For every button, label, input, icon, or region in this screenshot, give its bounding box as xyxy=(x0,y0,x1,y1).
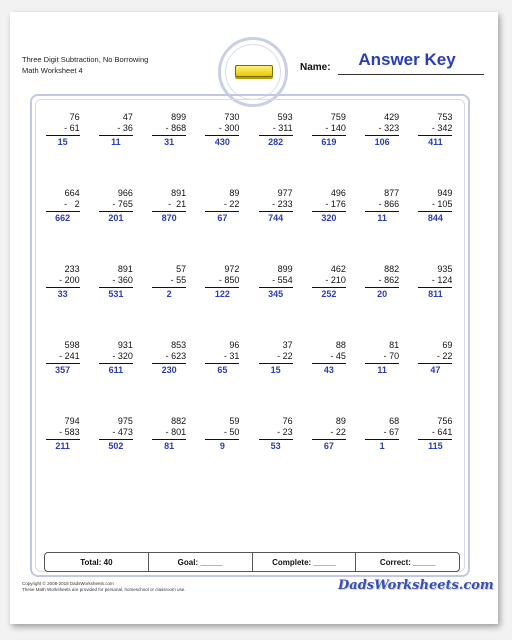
minuend: 69 xyxy=(442,340,453,350)
problem-body xyxy=(418,264,452,340)
answer-rule xyxy=(152,439,186,440)
problem-body xyxy=(365,264,399,340)
subtrahend: - 866 xyxy=(378,199,400,209)
subtrahend: - 473 xyxy=(112,427,133,437)
problem xyxy=(36,416,89,492)
problem xyxy=(143,112,196,188)
subtrahend: - 641 xyxy=(431,427,453,437)
minuend: 759 xyxy=(330,112,346,122)
minuend: 977 xyxy=(277,188,293,198)
answer: 357 xyxy=(55,365,71,375)
minuend: 593 xyxy=(277,112,293,122)
minuend: 730 xyxy=(224,112,240,122)
subtrahend: - 300 xyxy=(218,123,240,133)
subtrahend: - 342 xyxy=(431,123,453,133)
problem-body xyxy=(418,188,452,264)
correct-cell: Correct: _____ xyxy=(379,557,436,567)
problem-body xyxy=(205,340,239,416)
minuend: 59 xyxy=(229,416,240,426)
subtrahend: - 623 xyxy=(165,351,187,361)
minuend: 935 xyxy=(437,264,453,274)
problem-body xyxy=(46,416,80,492)
minuend: 899 xyxy=(171,112,187,122)
subtrahend: - 554 xyxy=(272,275,293,285)
minuend: 598 xyxy=(64,340,80,350)
answer: 252 xyxy=(321,289,337,299)
problem-body xyxy=(152,188,186,264)
problem-body xyxy=(46,112,80,188)
answer: 33 xyxy=(57,289,68,299)
answer-rule xyxy=(259,211,293,212)
problem-body xyxy=(152,264,186,340)
problem xyxy=(249,416,302,492)
answer: 619 xyxy=(321,137,337,147)
minuend: 496 xyxy=(330,188,346,198)
answer-rule xyxy=(46,439,80,440)
total-cell: Total: 40 xyxy=(45,553,149,571)
problem-body xyxy=(259,264,293,340)
problem-body xyxy=(205,112,239,188)
minuend: 76 xyxy=(282,416,293,426)
subtrahend: - 124 xyxy=(431,275,453,285)
answer-rule xyxy=(418,211,452,212)
problem xyxy=(302,264,355,340)
minuend: 891 xyxy=(171,188,187,198)
answer-rule xyxy=(205,363,239,364)
answer: 744 xyxy=(268,213,284,223)
answer-rule xyxy=(259,135,293,136)
answer: 662 xyxy=(55,213,71,223)
answer-rule xyxy=(259,439,293,440)
name-line xyxy=(338,74,484,75)
minuend: 47 xyxy=(122,112,133,122)
answer-rule xyxy=(99,135,133,136)
answer-rule xyxy=(205,439,239,440)
problem-body xyxy=(259,416,293,492)
answer: 11 xyxy=(377,213,387,223)
answer-rule xyxy=(365,363,399,364)
problem-body xyxy=(152,416,186,492)
problem xyxy=(249,264,302,340)
subtrahend: - 22 xyxy=(330,427,346,437)
problem-body xyxy=(312,112,346,188)
problem-body xyxy=(365,416,399,492)
answer-rule xyxy=(99,363,133,364)
problem-body xyxy=(312,416,346,492)
answer-rule xyxy=(205,287,239,288)
problem-body xyxy=(312,340,346,416)
minuend: 891 xyxy=(117,264,133,274)
problem-body xyxy=(365,340,399,416)
minuend: 664 xyxy=(64,188,80,198)
minuend: 89 xyxy=(335,416,346,426)
answer: 611 xyxy=(108,365,124,375)
minuend: 853 xyxy=(171,340,187,350)
minuend: 975 xyxy=(117,416,133,426)
minuend: 68 xyxy=(389,416,400,426)
answer-rule xyxy=(205,211,239,212)
subtrahend: - 862 xyxy=(378,275,400,285)
problem xyxy=(356,112,409,188)
problem xyxy=(302,340,355,416)
subtrahend: - 50 xyxy=(223,427,240,437)
problem-body xyxy=(152,340,186,416)
answer-rule xyxy=(99,287,133,288)
answer-rule xyxy=(365,135,399,136)
answer: 53 xyxy=(270,441,281,451)
answer: 11 xyxy=(111,137,121,147)
answer-rule xyxy=(46,363,80,364)
problem-body xyxy=(259,188,293,264)
answer: 502 xyxy=(108,441,124,451)
answer-rule xyxy=(365,211,399,212)
answer-rule xyxy=(418,439,452,440)
answer: 31 xyxy=(164,137,175,147)
subtrahend: - 801 xyxy=(165,427,187,437)
minuend: 88 xyxy=(335,340,346,350)
problem-body xyxy=(365,188,399,264)
subtrahend: - 22 xyxy=(277,351,293,361)
problem-body xyxy=(312,264,346,340)
problem xyxy=(196,340,249,416)
answer: 122 xyxy=(214,289,230,299)
subtrahend: - 233 xyxy=(272,199,293,209)
answer-rule xyxy=(152,135,186,136)
answer: 20 xyxy=(377,289,388,299)
brand-logo: DadsWorksheets.com xyxy=(338,578,494,593)
problem xyxy=(89,112,142,188)
answer: 1 xyxy=(379,441,385,451)
problem xyxy=(356,264,409,340)
problem-body xyxy=(46,264,80,340)
minuend: 972 xyxy=(224,264,240,274)
minuend: 429 xyxy=(384,112,400,122)
problem-body xyxy=(205,416,239,492)
problem xyxy=(36,188,89,264)
answer-rule xyxy=(99,211,133,212)
problem-body xyxy=(152,112,186,188)
subtrahend: - 850 xyxy=(218,275,240,285)
problem xyxy=(409,188,462,264)
minuend: 899 xyxy=(277,264,293,274)
subtrahend: - 360 xyxy=(112,275,133,285)
problem xyxy=(143,340,196,416)
subtrahend: - 583 xyxy=(59,427,80,437)
answer: 870 xyxy=(161,213,177,223)
subtrahend: - 31 xyxy=(223,351,240,361)
problem xyxy=(302,112,355,188)
subtrahend: - 320 xyxy=(112,351,133,361)
complete-cell: Complete: _____ xyxy=(253,553,357,571)
problem-body xyxy=(418,112,452,188)
answer-rule xyxy=(312,135,346,136)
goal-cell: Goal: _____ xyxy=(149,553,253,571)
answer: 211 xyxy=(55,441,70,451)
title-line-1: Three Digit Subtraction, No Borrowing xyxy=(22,55,149,64)
minuend: 756 xyxy=(437,416,453,426)
minuend: 37 xyxy=(282,340,293,350)
problem-body xyxy=(418,340,452,416)
answer: 67 xyxy=(323,441,334,451)
problem-body xyxy=(259,340,293,416)
subtrahend: - 22 xyxy=(436,351,453,361)
subtrahend: - 36 xyxy=(117,123,133,133)
subtrahend: - 210 xyxy=(325,275,346,285)
copyright-line-1: Copyright © 2008-2018 DadsWorksheets.com xyxy=(22,581,114,586)
subtrahend: - 2 xyxy=(64,199,80,209)
subtrahend: - 21 xyxy=(168,199,187,209)
copyright-notice xyxy=(22,581,186,593)
score-bar xyxy=(44,552,460,572)
subtrahend: - 45 xyxy=(330,351,346,361)
problem-body xyxy=(99,264,133,340)
problem xyxy=(356,340,409,416)
problem-body xyxy=(99,188,133,264)
problem xyxy=(196,264,249,340)
answer: 531 xyxy=(108,289,124,299)
problem xyxy=(356,188,409,264)
answer-rule xyxy=(152,211,186,212)
answer: 2 xyxy=(166,289,172,299)
subtrahend: - 241 xyxy=(59,351,80,361)
minuend: 57 xyxy=(176,264,187,274)
problem-body xyxy=(205,188,239,264)
answer: 9 xyxy=(219,441,225,451)
problem xyxy=(302,416,355,492)
problem xyxy=(36,340,89,416)
subtrahend: - 61 xyxy=(64,123,80,133)
problem xyxy=(409,112,462,188)
answer: 411 xyxy=(428,137,443,147)
answer-rule xyxy=(418,363,452,364)
answer-rule xyxy=(312,363,346,364)
answer-rule xyxy=(46,135,80,136)
answer-key-title: Answer Key xyxy=(358,50,456,69)
answer: 844 xyxy=(427,213,443,223)
answer: 320 xyxy=(321,213,337,223)
minuend: 89 xyxy=(229,188,240,198)
minuend: 81 xyxy=(389,340,400,350)
minuend: 794 xyxy=(64,416,80,426)
minuend: 931 xyxy=(117,340,133,350)
eraser-icon xyxy=(235,65,273,77)
minuend: 233 xyxy=(64,264,80,274)
problem xyxy=(409,264,462,340)
minuend: 966 xyxy=(117,188,133,198)
subtrahend: - 176 xyxy=(325,199,346,209)
answer: 282 xyxy=(268,137,284,147)
problem-body xyxy=(365,112,399,188)
answer: 811 xyxy=(428,289,443,299)
copyright-line-2: These Math Worksheets are provided for personal, homeschool or classroom use. xyxy=(22,587,186,592)
answer: 430 xyxy=(214,137,230,147)
answer-rule xyxy=(418,135,452,136)
problem-body xyxy=(46,188,80,264)
answer: 106 xyxy=(374,137,390,147)
answer: 15 xyxy=(270,365,281,375)
answer: 11 xyxy=(377,365,387,375)
subtrahend: - 140 xyxy=(325,123,346,133)
answer-rule xyxy=(46,211,80,212)
minuend: 949 xyxy=(437,188,453,198)
problem-body xyxy=(99,416,133,492)
subtrahend: - 70 xyxy=(383,351,400,361)
problem xyxy=(89,340,142,416)
answer-rule xyxy=(312,211,346,212)
problem xyxy=(249,112,302,188)
answer: 65 xyxy=(217,365,228,375)
answer: 115 xyxy=(428,441,443,451)
subtrahend: - 765 xyxy=(112,199,133,209)
answer-rule xyxy=(365,439,399,440)
problem xyxy=(143,264,196,340)
problem-body xyxy=(312,188,346,264)
problem xyxy=(89,264,142,340)
answer: 81 xyxy=(164,441,175,451)
answer-rule xyxy=(46,287,80,288)
answer-rule xyxy=(259,287,293,288)
minuend: 877 xyxy=(384,188,400,198)
problem xyxy=(302,188,355,264)
problem xyxy=(356,416,409,492)
minuend: 882 xyxy=(384,264,400,274)
subtrahend: - 200 xyxy=(59,275,80,285)
problem xyxy=(249,188,302,264)
subtrahend: - 67 xyxy=(383,427,400,437)
problem xyxy=(409,340,462,416)
problem xyxy=(143,416,196,492)
answer-rule xyxy=(312,287,346,288)
problem-body xyxy=(99,112,133,188)
problem xyxy=(409,416,462,492)
answer: 345 xyxy=(268,289,284,299)
answer-rule xyxy=(365,287,399,288)
problem xyxy=(196,416,249,492)
problem xyxy=(36,112,89,188)
answer-rule xyxy=(152,287,186,288)
answer: 15 xyxy=(57,137,68,147)
worksheet-title xyxy=(22,54,148,76)
problem-body xyxy=(205,264,239,340)
title-line-2: Math Worksheet 4 xyxy=(22,66,83,75)
problem xyxy=(249,340,302,416)
subtrahend: - 105 xyxy=(431,199,453,209)
problem xyxy=(143,188,196,264)
subtrahend: - 868 xyxy=(165,123,187,133)
answer: 67 xyxy=(217,213,228,223)
minuend: 753 xyxy=(437,112,453,122)
problem-body xyxy=(46,340,80,416)
answer-rule xyxy=(312,439,346,440)
answer: 201 xyxy=(108,213,124,223)
subtrahend: - 22 xyxy=(223,199,240,209)
problems-grid xyxy=(36,112,462,492)
problem-body xyxy=(418,416,452,492)
problem-body xyxy=(259,112,293,188)
subtrahend: - 323 xyxy=(378,123,400,133)
minuend: 882 xyxy=(171,416,187,426)
minuend: 96 xyxy=(229,340,240,350)
answer: 47 xyxy=(430,365,441,375)
problem-body xyxy=(99,340,133,416)
answer-rule xyxy=(205,135,239,136)
answer-rule xyxy=(99,439,133,440)
problem xyxy=(196,112,249,188)
subtrahend: - 23 xyxy=(277,427,293,437)
problem xyxy=(89,416,142,492)
answer: 230 xyxy=(161,365,177,375)
minuend: 462 xyxy=(330,264,346,274)
problem xyxy=(36,264,89,340)
problem xyxy=(89,188,142,264)
answer-rule xyxy=(418,287,452,288)
name-label: Name: xyxy=(300,62,331,73)
subtrahend: - 311 xyxy=(272,123,293,133)
problem xyxy=(196,188,249,264)
subtrahend: - 55 xyxy=(170,275,187,285)
answer-rule xyxy=(259,363,293,364)
answer-rule xyxy=(152,363,186,364)
answer: 43 xyxy=(323,365,334,375)
minuend: 76 xyxy=(69,112,80,122)
